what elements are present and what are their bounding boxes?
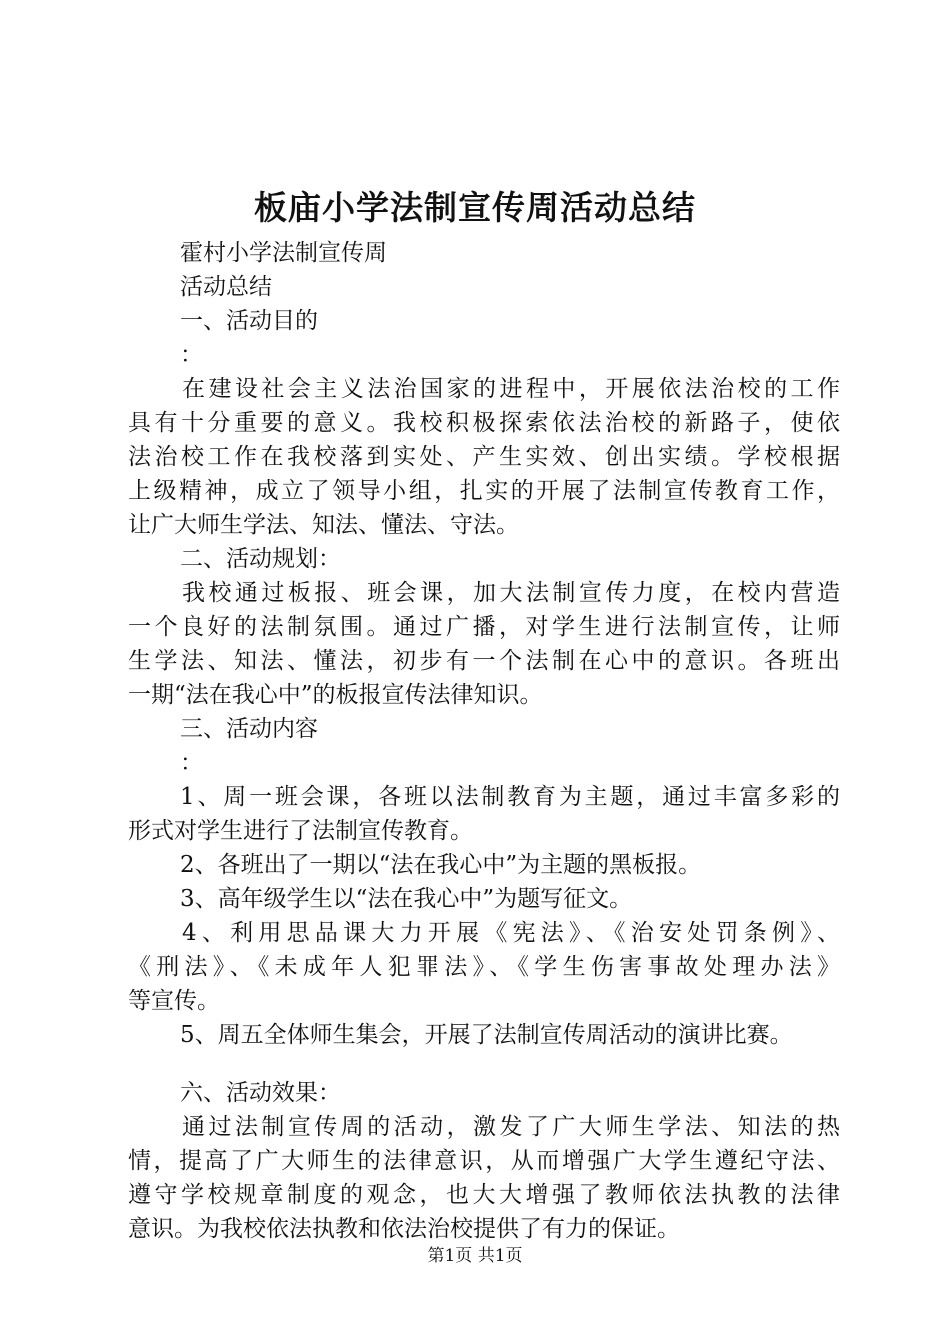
- section-heading: 三、活动内容: [180, 716, 318, 742]
- list-item-line: 等宣传。: [128, 988, 220, 1014]
- paragraph-line: 具有十分重要的意义。我校积极探索依法治校的新路子，使依: [128, 410, 840, 436]
- paragraph-line: 生学法、知法、懂法，初步有一个法制在心中的意识。各班出: [128, 648, 840, 674]
- list-item-line: 1、周一班会课，各班以法制教育为主题，通过丰富多彩的: [180, 784, 840, 810]
- paragraph-line: 法治校工作在我校落到实处、产生实效、创出实绩。学校根据: [128, 444, 840, 470]
- document-body: [128, 236, 840, 1246]
- paragraph-line: 情，提高了广大师生的法律意识，从而增强广大学生遵纪守法、: [128, 1148, 840, 1174]
- document-title: 板庙小学法制宣传周活动总结: [254, 188, 696, 227]
- paragraph-line: 在建设社会主义法治国家的进程中，开展依法治校的工作: [182, 376, 840, 402]
- colon-line: ：: [180, 750, 203, 776]
- list-item-line: 4、利用思品课大力开展《宪法》、《治安处罚条例》、: [182, 920, 840, 946]
- paragraph-line: 我校通过板报、班会课，加大法制宣传力度，在校内营造: [182, 580, 840, 606]
- list-item-line: 3、高年级学生以“法在我心中”为题写征文。: [180, 886, 633, 912]
- paragraph-line: 意识。为我校依法执教和依法治校提供了有力的保证。: [128, 1216, 680, 1242]
- paragraph-line: 通过法制宣传周的活动，激发了广大师生学法、知法的热: [182, 1114, 840, 1140]
- list-item-line: 2、各班出了一期以“法在我心中”为主题的黑板报。: [180, 852, 702, 878]
- paragraph-line: 遵守学校规章制度的观念，也大大增强了教师依法执教的法律: [128, 1182, 840, 1208]
- subtitle-line: 霍村小学法制宣传周: [180, 240, 387, 266]
- section-heading: 二、活动规划：: [180, 546, 341, 572]
- list-item-line: 形式对学生进行了法制宣传教育。: [128, 818, 473, 844]
- page-number-footer: 第1页 共1页: [427, 1246, 523, 1266]
- subtitle-line: 活动总结: [180, 274, 272, 300]
- section-heading: 六、活动效果：: [180, 1080, 341, 1106]
- paragraph-line: 让广大师生学法、知法、懂法、守法。: [128, 512, 519, 538]
- colon-line: ：: [180, 342, 203, 368]
- list-item-line: 5、周五全体师生集会，开展了法制宣传周活动的演讲比赛。: [180, 1022, 793, 1048]
- section-heading: 一、活动目的: [180, 308, 318, 334]
- blank-line: [128, 1052, 840, 1076]
- paragraph-line: 一个良好的法制氛围。通过广播，对学生进行法制宣传，让师: [128, 614, 840, 640]
- paragraph-line: 一期“法在我心中”的板报宣传法律知识。: [128, 682, 543, 708]
- paragraph-line: 上级精神，成立了领导小组，扎实的开展了法制宣传教育工作，: [128, 478, 840, 504]
- list-item-line: 《刑法》、《未成年人犯罪法》、《学生伤害事故处理办法》: [128, 954, 840, 980]
